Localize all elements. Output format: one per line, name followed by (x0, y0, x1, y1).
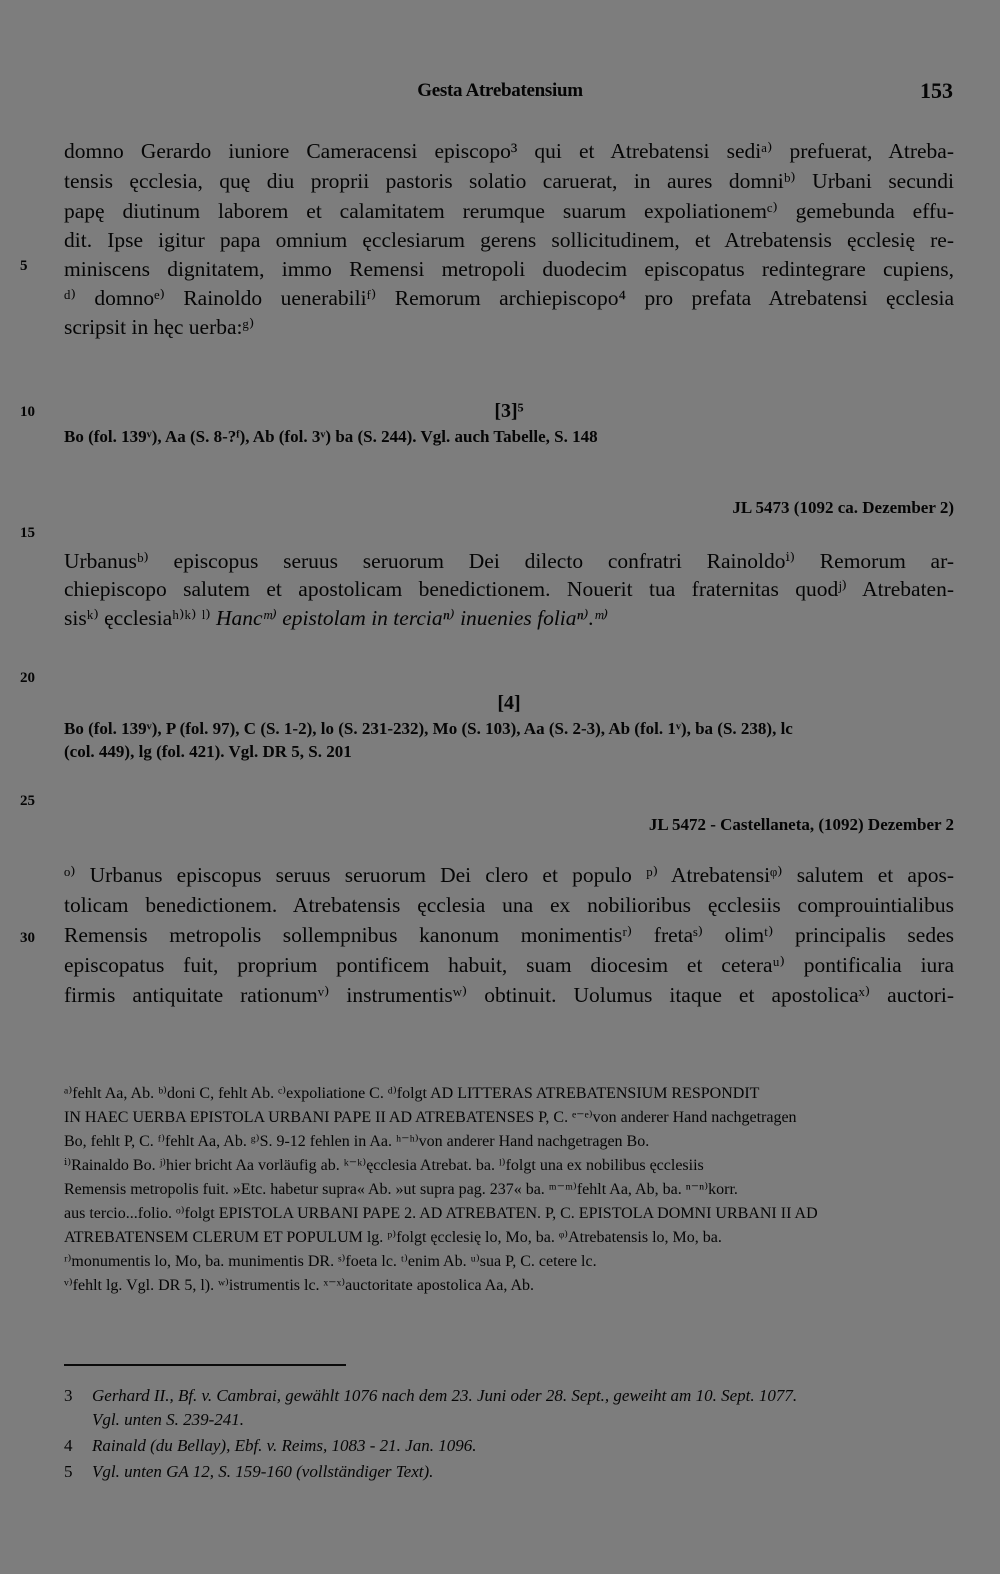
text-line: chiepiscopo salutem et apostolicam benedictionem. Nouerit tua fraternitas quodʲ⁾ Atrebaten- (64, 577, 954, 601)
text-line: papę diutinum laborem et calamitatem rerumque suarum expoliationemᶜ⁾ gemebunda effu- (64, 199, 954, 223)
text-line (64, 605, 954, 631)
reference-number: 4 (64, 1436, 73, 1455)
line-number-30: 30 (20, 930, 35, 946)
line-number-10: 10 (20, 404, 35, 420)
footnote-line: ATREBATENSEM CLERUM ET POPULUM lg. ᵖ⁾folgt ęcclesię lo, Mo, ba. ᵠ⁾Atrebatensis lo, Mo, ba. (64, 1229, 722, 1246)
footnote-line: ᵛ⁾fehlt lg. Vgl. DR 5, l). ʷ⁾istrumentis lc. ˣ⁻ˣ⁾auctoritate apostolica Aa, Ab. (64, 1277, 534, 1294)
reference-note (64, 1434, 954, 1457)
text-segment-italic: Hancᵐ⁾ epistolam in terciaⁿ⁾ inuenies foliaⁿ⁾.ᵐ⁾ (216, 606, 609, 630)
text-line: tolicam benedictionem. Atrebatensis ęcclesia una ex nobilioribus ęcclesiis comprouintialibus (64, 893, 954, 917)
reference-text: Gerhard II., Bf. v. Cambrai, gewählt 1076 nach dem 23. Juni oder 28. Sept., geweiht am 10. Sept. 1077. (92, 1386, 798, 1405)
page-number: 153 (920, 78, 953, 103)
text-line: episcopatus fuit, proprium pontificem habuit, suam diocesim et ceteraᵘ⁾ pontificalia iura (64, 953, 954, 977)
regest-date: JL 5473 (1092 ca. Dezember 2) (732, 498, 954, 517)
text-line: tensis ęcclesia, quę diu proprii pastoris solatio caruerat, in aures domniᵇ⁾ Urbani secundi (64, 169, 954, 193)
footnote-line: Bo, fehlt P, C. ᶠ⁾fehlt Aa, Ab. ᵍ⁾S. 9-12 fehlen in Aa. ʰ⁻ʰ⁾von anderer Hand nachgetragen Bo. (64, 1133, 650, 1150)
text-line: Remensis metropolis sollempnibus kanonum monimentisʳ⁾ fretaˢ⁾ olimᵗ⁾ principalis sedes (64, 923, 954, 947)
reference-text: Rainald (du Bellay), Ebf. v. Reims, 1083 - 21. Jan. 1096. (92, 1436, 477, 1455)
line-number-15: 15 (20, 525, 35, 541)
reference-number: 3 (64, 1386, 73, 1405)
reference-note (64, 1384, 954, 1407)
reference-text: Vgl. unten S. 239-241. (92, 1410, 245, 1429)
text-segment: sisᵏ⁾ ęcclesiaʰ⁾ᵏ⁾ ˡ⁾ (64, 606, 217, 630)
line-number-25: 25 (20, 793, 35, 809)
footnote-divider (64, 1364, 346, 1366)
line-number-5: 5 (20, 258, 28, 274)
footnote-line: Remensis metropolis fuit. »Etc. habetur supra« Ab. »ut supra pag. 237« ba. ᵐ⁻ᵐ⁾fehlt Aa, Ab, ba. ⁿ⁻ⁿ⁾korr. (64, 1181, 738, 1198)
text-line: domno Gerardo iuniore Cameracensi episcopo³ qui et Atrebatensi sediᵃ⁾ prefuerat, Atreba- (64, 139, 954, 163)
reference-text: Vgl. unten GA 12, S. 159-160 (vollständiger Text). (92, 1462, 434, 1481)
reference-note (64, 1460, 954, 1483)
source-list: Bo (fol. 139ᵛ), P (fol. 97), C (S. 1-2), lo (S. 231-232), Mo (S. 103), Aa (S. 2-3), Ab (fol. 1ᵛ), ba (S. 238), lc (64, 719, 793, 738)
regest-date: JL 5472 - Castellaneta, (1092) Dezember 2 (648, 815, 954, 834)
text-line: scripsit in hęc uerba:ᵍ⁾ (64, 315, 255, 339)
text-line: miniscens dignitatem, immo Remensi metropoli duodecim episcopatus redintegrare cupiens, (64, 257, 954, 281)
source-list: Bo (fol. 139ᵛ), Aa (S. 8-?ᶠ), Ab (fol. 3ᵛ) ba (S. 244). Vgl. auch Tabelle, S. 148 (64, 427, 598, 446)
text-line: firmis antiquitate rationumᵛ⁾ instrumentisʷ⁾ obtinuit. Uolumus itaque et apostolicaˣ⁾ auctori- (64, 983, 954, 1007)
footnote-line: aus tercio...folio. ᵒ⁾folgt EPISTOLA URBANI PAPE 2. AD ATREBATEN. P, C. EPISTOLA DOMNI URBANI II AD (64, 1205, 818, 1222)
text-line: Urbanusᵇ⁾ episcopus seruus seruorum Dei dilecto confratri Rainoldoⁱ⁾ Remorum ar- (64, 549, 954, 573)
footnote-line: IN HAEC UERBA EPISTOLA URBANI PAPE II AD ATREBATENSES P, C. ᵉ⁻ᵉ⁾von anderer Hand nachgetragen (64, 1109, 797, 1126)
reference-number: 5 (64, 1462, 73, 1481)
line-number-20: 20 (20, 670, 35, 686)
source-list: (col. 449), lg (fol. 421). Vgl. DR 5, S. 201 (64, 742, 352, 761)
footnote-line: ᵃ⁾fehlt Aa, Ab. ᵇ⁾doni C, fehlt Ab. ᶜ⁾expoliatione C. ᵈ⁾folgt AD LITTERAS ATREBATENSIUM RESPONDIT (64, 1085, 760, 1102)
section-heading: [4] (497, 692, 521, 714)
running-header-title: Gesta Atrebatensium (417, 80, 583, 101)
reference-note (64, 1408, 954, 1431)
section-heading: [3]⁵ (494, 400, 524, 422)
text-line: ᵒ⁾ Urbanus episcopus seruus seruorum Dei clero et populo ᵖ⁾ Atrebatensiᵠ⁾ salutem et apos- (64, 863, 954, 887)
footnote-line: ʳ⁾monumentis lo, Mo, ba. munimentis DR. ˢ⁾foeta lc. ᵗ⁾enim Ab. ᵘ⁾sua P, C. cetere lc. (64, 1253, 597, 1270)
footnote-line: ⁱ⁾Rainaldo Bo. ʲ⁾hier bricht Aa vorläufig ab. ᵏ⁻ᵏ⁾ęcclesia Atrebat. ba. ˡ⁾folgt una ex nobilibus ęcclesiis (64, 1157, 704, 1174)
text-line: ᵈ⁾ domnoᵉ⁾ Rainoldo uenerabiliᶠ⁾ Remorum archiepiscopo⁴ pro prefata Atrebatensi ęcclesia (64, 286, 954, 310)
text-line: dit. Ipse igitur papa omnium ęcclesiarum gerens sollicitudinem, et Atrebatensis ęcclesię re- (64, 228, 954, 252)
